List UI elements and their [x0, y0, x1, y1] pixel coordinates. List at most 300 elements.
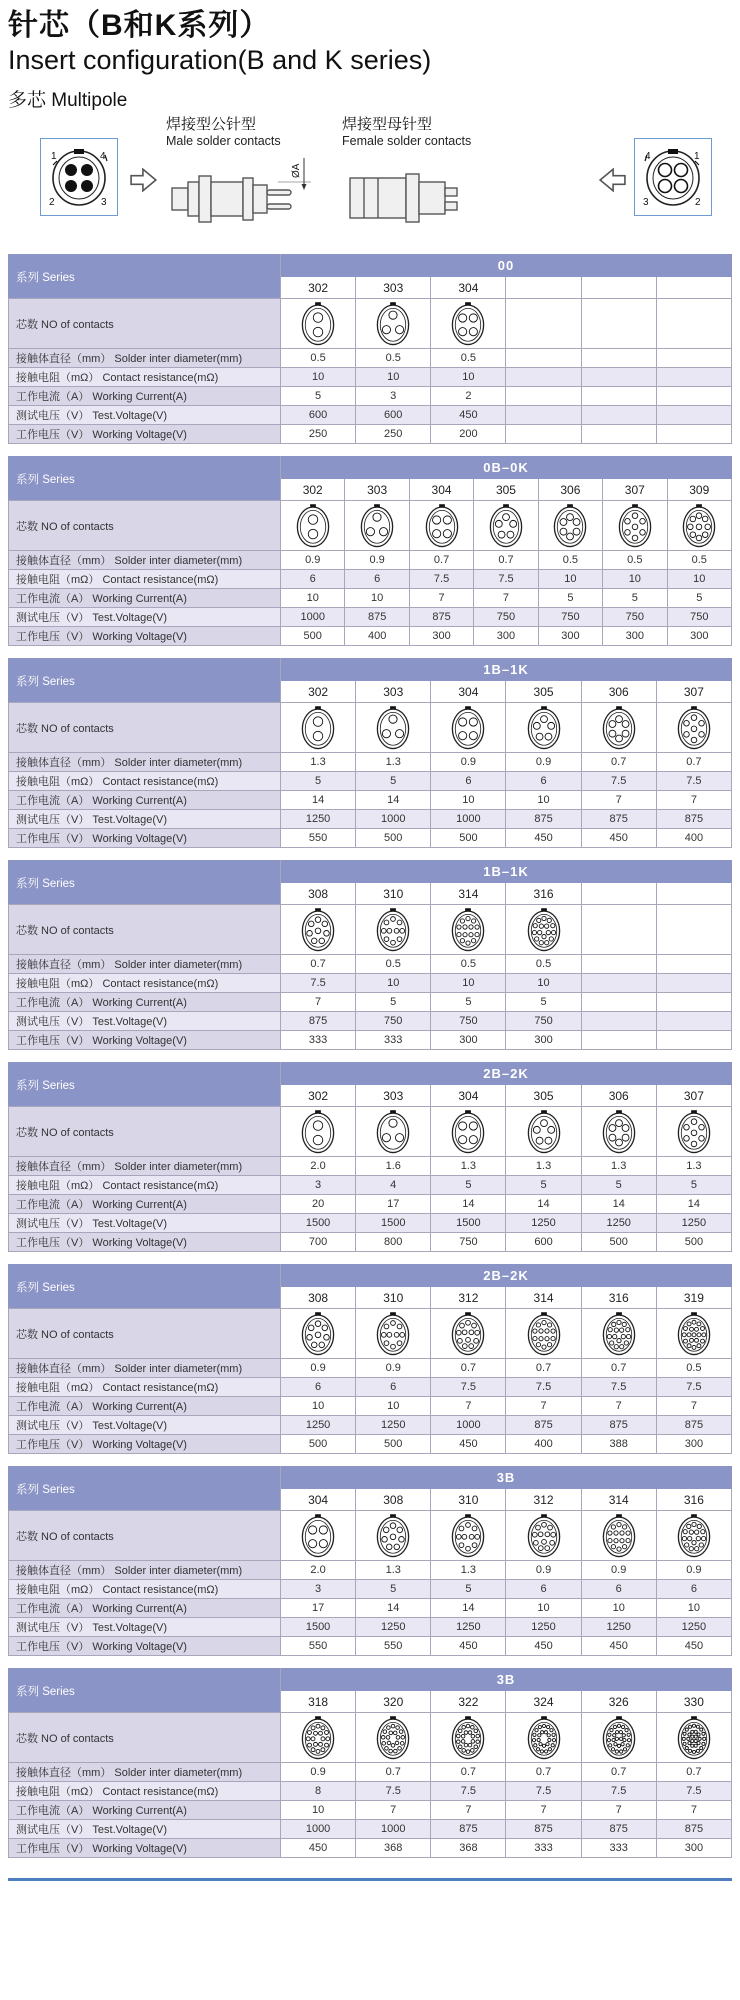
- empty-value-cell: [656, 955, 731, 974]
- contacts-cell-8: [281, 905, 356, 955]
- empty-model-cell: [581, 277, 656, 299]
- diameter-value: 0.7: [409, 551, 473, 570]
- model-312: 312: [431, 1287, 506, 1309]
- test_voltage-value: 875: [409, 608, 473, 627]
- test_voltage-value: 1250: [656, 1618, 731, 1637]
- contacts-cell-26: [581, 1713, 656, 1763]
- empty-contacts-cell: [581, 299, 656, 349]
- empty-value-cell: [656, 425, 731, 444]
- current-value: 10: [281, 589, 345, 608]
- model-322: 322: [431, 1691, 506, 1713]
- resistance-value: 10: [538, 570, 602, 589]
- diameter-value: 1.3: [281, 753, 356, 772]
- series-label: 系列 Series: [9, 1063, 281, 1107]
- series-row: [9, 659, 732, 681]
- connector-face-icon-7-contacts: [674, 705, 714, 751]
- empty-contacts-cell: [656, 299, 731, 349]
- model-326: 326: [581, 1691, 656, 1713]
- diameter-value: 0.5: [506, 955, 581, 974]
- connector-face-icon-9-contacts: [679, 503, 719, 549]
- arrow-right-icon: [130, 168, 158, 192]
- empty-contacts-cell: [656, 905, 731, 955]
- empty-model-cell: [506, 277, 581, 299]
- contacts-row: [9, 1309, 732, 1359]
- diameter-value: 1.3: [581, 1157, 656, 1176]
- diameter-value: 0.9: [281, 1763, 356, 1782]
- contacts-label: 芯数 NO of contacts: [9, 1713, 281, 1763]
- row-test_voltage: [9, 1214, 732, 1233]
- test_voltage-value: 750: [431, 1012, 506, 1031]
- working_voltage-value: 400: [345, 627, 409, 646]
- model-306: 306: [581, 1085, 656, 1107]
- empty-contacts-cell: [506, 299, 581, 349]
- tables-section: [8, 254, 732, 1858]
- pin-number: 4: [645, 151, 651, 162]
- working_voltage-value: 550: [281, 829, 356, 848]
- connector-face-icon-6-contacts: [599, 1109, 639, 1155]
- test_voltage-value: 1500: [431, 1214, 506, 1233]
- model-316: 316: [581, 1287, 656, 1309]
- row-diameter: [9, 349, 732, 368]
- current-value: 14: [356, 791, 431, 810]
- test_voltage-label: 测试电压（V） Test.Voltage(V): [9, 608, 281, 627]
- diameter-value: 0.7: [656, 1763, 731, 1782]
- series-name: 00: [281, 255, 732, 277]
- diameter-value: 0.7: [506, 1359, 581, 1378]
- test_voltage-value: 875: [581, 1416, 656, 1435]
- contacts-cell-4: [431, 703, 506, 753]
- working_voltage-value: 500: [356, 1435, 431, 1454]
- model-308: 308: [356, 1489, 431, 1511]
- contacts-cell-2: [281, 299, 356, 349]
- current-value: 10: [506, 791, 581, 810]
- test_voltage-value: 875: [431, 1820, 506, 1839]
- diameter-value: 0.7: [356, 1763, 431, 1782]
- contacts-row: [9, 1511, 732, 1561]
- working_voltage-value: 500: [281, 627, 345, 646]
- test_voltage-value: 1250: [281, 810, 356, 829]
- diameter-value: 0.7: [581, 1359, 656, 1378]
- model-314: 314: [431, 883, 506, 905]
- current-value: 10: [506, 1599, 581, 1618]
- connector-face-icon-12-contacts: [448, 1311, 488, 1357]
- empty-value-cell: [581, 1031, 656, 1050]
- connector-face-icon-4-contacts: [448, 705, 488, 751]
- resistance-value: 7.5: [281, 974, 356, 993]
- working_voltage-value: 600: [506, 1233, 581, 1252]
- connector-face-icon-16-contacts: [524, 907, 564, 953]
- working_voltage-value: 368: [431, 1839, 506, 1858]
- current-value: 10: [656, 1599, 731, 1618]
- model-314: 314: [581, 1489, 656, 1511]
- contacts-cell-6: [538, 501, 602, 551]
- contacts-cell-8: [281, 1309, 356, 1359]
- test_voltage-value: 875: [281, 1012, 356, 1031]
- empty-value-cell: [656, 974, 731, 993]
- working_voltage-value: 450: [281, 1839, 356, 1858]
- dimension-label: ØA: [291, 163, 302, 178]
- current-value: 7: [474, 589, 538, 608]
- working_voltage-value: 400: [506, 1435, 581, 1454]
- diameter-value: 0.9: [281, 1359, 356, 1378]
- test_voltage-value: 875: [656, 1820, 731, 1839]
- row-working_voltage: [9, 425, 732, 444]
- test_voltage-label: 测试电压（V） Test.Voltage(V): [9, 1618, 281, 1637]
- diameter-label: 接触体直径（mm） Solder inter diameter(mm): [9, 1561, 281, 1580]
- test_voltage-value: 1000: [431, 810, 506, 829]
- pin-number: 1: [694, 151, 700, 162]
- row-resistance: [9, 974, 732, 993]
- model-310: 310: [356, 883, 431, 905]
- connector-face-icon-8-contacts: [298, 907, 338, 953]
- contacts-cell-22: [431, 1713, 506, 1763]
- working_voltage-value: 300: [603, 627, 667, 646]
- diameter-value: 0.9: [656, 1561, 731, 1580]
- row-current: [9, 387, 732, 406]
- connector-face-icon-24-contacts: [524, 1715, 564, 1761]
- pin-number: 2: [49, 197, 55, 208]
- empty-model-cell: [581, 883, 656, 905]
- current-value: 7: [656, 1801, 731, 1820]
- diameter-value: 0.5: [281, 349, 356, 368]
- model-304: 304: [431, 681, 506, 703]
- page-title-cn: 针芯（B和K系列）: [8, 9, 271, 42]
- pin-number: 3: [643, 197, 649, 208]
- resistance-value: 6: [506, 772, 581, 791]
- contacts-cell-18: [281, 1713, 356, 1763]
- contact-diagrams: [8, 116, 732, 248]
- diameter-value: 1.3: [656, 1157, 731, 1176]
- diameter-value: 0.5: [356, 349, 431, 368]
- model-312: 312: [506, 1489, 581, 1511]
- contacts-cell-2: [281, 1107, 356, 1157]
- current-value: 7: [581, 791, 656, 810]
- diameter-value: 0.7: [474, 551, 538, 570]
- test_voltage-value: 750: [356, 1012, 431, 1031]
- male-face-icon: [43, 141, 115, 213]
- contacts-label: 芯数 NO of contacts: [9, 299, 281, 349]
- model-307: 307: [656, 681, 731, 703]
- resistance-value: 4: [356, 1176, 431, 1195]
- contacts-cell-7: [656, 703, 731, 753]
- model-306: 306: [538, 479, 602, 501]
- diameter-value: 1.3: [431, 1561, 506, 1580]
- row-diameter: [9, 1157, 732, 1176]
- contacts-cell-12: [431, 1309, 506, 1359]
- arrow-left-icon: [598, 168, 626, 192]
- spec-table-4: [8, 860, 732, 1050]
- contacts-row: [9, 501, 732, 551]
- diameter-value: 0.9: [581, 1561, 656, 1580]
- model-305: 305: [506, 681, 581, 703]
- female-face-icon: [637, 141, 709, 213]
- row-current: [9, 1195, 732, 1214]
- row-current: [9, 1801, 732, 1820]
- resistance-value: 6: [656, 1580, 731, 1599]
- current-value: 14: [356, 1599, 431, 1618]
- pin-number: 1: [51, 151, 57, 162]
- contacts-cell-7: [656, 1107, 731, 1157]
- contacts-cell-19: [656, 1309, 731, 1359]
- test_voltage-value: 875: [506, 1416, 581, 1435]
- diameter-value: 0.5: [431, 349, 506, 368]
- test_voltage-label: 测试电压（V） Test.Voltage(V): [9, 1012, 281, 1031]
- pin-number: 2: [695, 197, 701, 208]
- contacts-cell-5: [474, 501, 538, 551]
- model-310: 310: [356, 1287, 431, 1309]
- model-304: 304: [431, 277, 506, 299]
- current-label: 工作电流（A） Working Current(A): [9, 387, 281, 406]
- contacts-label: 芯数 NO of contacts: [9, 1511, 281, 1561]
- working_voltage-value: 550: [281, 1637, 356, 1656]
- empty-value-cell: [581, 406, 656, 425]
- contacts-label: 芯数 NO of contacts: [9, 703, 281, 753]
- resistance-label: 接触电阻（mΩ） Contact resistance(mΩ): [9, 1176, 281, 1195]
- page-subtitle: 多芯 Multipole: [8, 90, 128, 111]
- resistance-value: 10: [356, 974, 431, 993]
- connector-face-icon-4-contacts: [448, 301, 488, 347]
- test_voltage-value: 1000: [356, 1820, 431, 1839]
- contacts-cell-4: [431, 1107, 506, 1157]
- diameter-value: 1.3: [506, 1157, 581, 1176]
- contacts-cell-16: [506, 905, 581, 955]
- working_voltage-label: 工作电压（V） Working Voltage(V): [9, 425, 281, 444]
- working_voltage-value: 450: [431, 1637, 506, 1656]
- spec-table-3: [8, 658, 732, 848]
- empty-value-cell: [581, 349, 656, 368]
- working_voltage-value: 200: [431, 425, 506, 444]
- current-value: 17: [356, 1195, 431, 1214]
- contacts-cell-5: [506, 703, 581, 753]
- test_voltage-value: 875: [581, 1820, 656, 1839]
- series-name: 0B–0K: [281, 457, 732, 479]
- model-304: 304: [431, 1085, 506, 1107]
- model-304: 304: [409, 479, 473, 501]
- diameter-label: 接触体直径（mm） Solder inter diameter(mm): [9, 349, 281, 368]
- diameter-value: 0.5: [356, 955, 431, 974]
- model-303: 303: [356, 277, 431, 299]
- empty-value-cell: [581, 993, 656, 1012]
- row-diameter: [9, 753, 732, 772]
- female-label-en: Female solder contacts: [342, 134, 472, 148]
- contacts-cell-2: [281, 501, 345, 551]
- current-value: 3: [356, 387, 431, 406]
- resistance-value: 7.5: [581, 1378, 656, 1397]
- pin-number: 4: [100, 151, 106, 162]
- empty-value-cell: [506, 425, 581, 444]
- current-value: 5: [356, 993, 431, 1012]
- current-value: 7: [656, 1397, 731, 1416]
- row-current: [9, 1397, 732, 1416]
- test_voltage-value: 875: [581, 810, 656, 829]
- test_voltage-label: 测试电压（V） Test.Voltage(V): [9, 1820, 281, 1839]
- working_voltage-value: 700: [281, 1233, 356, 1252]
- contacts-row: [9, 905, 732, 955]
- resistance-value: 7.5: [431, 1378, 506, 1397]
- model-324: 324: [506, 1691, 581, 1713]
- current-value: 10: [281, 1801, 356, 1820]
- row-diameter: [9, 1359, 732, 1378]
- current-value: 5: [506, 993, 581, 1012]
- contacts-row: [9, 1713, 732, 1763]
- connector-face-icon-14-contacts: [448, 907, 488, 953]
- connector-face-icon-16-contacts: [674, 1513, 714, 1559]
- diameter-value: 0.9: [345, 551, 409, 570]
- current-label: 工作电流（A） Working Current(A): [9, 1599, 281, 1618]
- test_voltage-value: 1250: [356, 1416, 431, 1435]
- male-label-en: Male solder contacts: [166, 134, 281, 148]
- working_voltage-value: 388: [581, 1435, 656, 1454]
- contacts-label: 芯数 NO of contacts: [9, 1107, 281, 1157]
- empty-value-cell: [656, 1031, 731, 1050]
- contacts-row: [9, 299, 732, 349]
- series-name: 1B–1K: [281, 659, 732, 681]
- empty-value-cell: [656, 1012, 731, 1031]
- row-working_voltage: [9, 1031, 732, 1050]
- diameter-value: 0.5: [431, 955, 506, 974]
- resistance-value: 5: [356, 1580, 431, 1599]
- connector-face-icon-7-contacts: [674, 1109, 714, 1155]
- series-name: 1B–1K: [281, 861, 732, 883]
- model-302: 302: [281, 681, 356, 703]
- working_voltage-value: 500: [431, 829, 506, 848]
- test_voltage-value: 1250: [581, 1214, 656, 1233]
- contacts-cell-2: [281, 703, 356, 753]
- working_voltage-value: 333: [281, 1031, 356, 1050]
- diameter-value: 1.3: [356, 753, 431, 772]
- connector-face-icon-18-contacts: [298, 1715, 338, 1761]
- row-resistance: [9, 1378, 732, 1397]
- diameter-label: 接触体直径（mm） Solder inter diameter(mm): [9, 753, 281, 772]
- contacts-cell-3: [345, 501, 409, 551]
- contacts-cell-10: [356, 1309, 431, 1359]
- working_voltage-value: 450: [506, 1637, 581, 1656]
- diameter-value: 0.5: [656, 1359, 731, 1378]
- row-working_voltage: [9, 1435, 732, 1454]
- connector-face-icon-4-contacts: [298, 1513, 338, 1559]
- row-diameter: [9, 1763, 732, 1782]
- female-face-diagram: [634, 138, 712, 216]
- current-value: 7: [581, 1801, 656, 1820]
- test_voltage-value: 1000: [281, 1820, 356, 1839]
- working_voltage-value: 300: [538, 627, 602, 646]
- empty-value-cell: [506, 387, 581, 406]
- resistance-value: 7.5: [656, 1782, 731, 1801]
- empty-value-cell: [656, 349, 731, 368]
- row-test_voltage: [9, 810, 732, 829]
- test_voltage-value: 1250: [356, 1618, 431, 1637]
- working_voltage-value: 500: [281, 1435, 356, 1454]
- working_voltage-value: 300: [474, 627, 538, 646]
- contacts-cell-9: [667, 501, 731, 551]
- connector-face-icon-10-contacts: [448, 1513, 488, 1559]
- test_voltage-value: 875: [345, 608, 409, 627]
- current-value: 7: [581, 1397, 656, 1416]
- connector-face-icon-6-contacts: [599, 705, 639, 751]
- empty-value-cell: [656, 387, 731, 406]
- series-row: [9, 1063, 732, 1085]
- current-label: 工作电流（A） Working Current(A): [9, 1801, 281, 1820]
- connector-face-icon-14-contacts: [599, 1513, 639, 1559]
- male-label-cn: 焊接型公针型: [166, 116, 257, 133]
- contacts-cell-24: [506, 1713, 581, 1763]
- current-value: 5: [667, 589, 731, 608]
- current-value: 10: [581, 1599, 656, 1618]
- connector-face-icon-7-contacts: [615, 503, 655, 549]
- resistance-value: 6: [356, 1378, 431, 1397]
- row-diameter: [9, 551, 732, 570]
- model-303: 303: [345, 479, 409, 501]
- empty-contacts-cell: [581, 905, 656, 955]
- series-row: [9, 1669, 732, 1691]
- working_voltage-value: 450: [506, 829, 581, 848]
- current-value: 7: [506, 1801, 581, 1820]
- resistance-value: 7.5: [656, 1378, 731, 1397]
- female-contact-drawing: [342, 152, 502, 242]
- resistance-value: 5: [281, 772, 356, 791]
- row-test_voltage: [9, 1416, 732, 1435]
- current-value: 14: [431, 1195, 506, 1214]
- series-label: 系列 Series: [9, 1265, 281, 1309]
- resistance-value: 6: [506, 1580, 581, 1599]
- row-resistance: [9, 1782, 732, 1801]
- contacts-cell-7: [603, 501, 667, 551]
- row-current: [9, 589, 732, 608]
- current-label: 工作电流（A） Working Current(A): [9, 1397, 281, 1416]
- working_voltage-value: 250: [281, 425, 356, 444]
- row-test_voltage: [9, 1820, 732, 1839]
- connector-face-icon-19-contacts: [674, 1311, 714, 1357]
- contacts-cell-3: [356, 703, 431, 753]
- resistance-value: 5: [431, 1176, 506, 1195]
- connector-face-icon-20-contacts: [373, 1715, 413, 1761]
- series-label: 系列 Series: [9, 1467, 281, 1511]
- working_voltage-label: 工作电压（V） Working Voltage(V): [9, 1637, 281, 1656]
- working_voltage-value: 500: [656, 1233, 731, 1252]
- current-value: 14: [506, 1195, 581, 1214]
- working_voltage-value: 500: [581, 1233, 656, 1252]
- series-label: 系列 Series: [9, 457, 281, 501]
- contacts-cell-20: [356, 1713, 431, 1763]
- current-label: 工作电流（A） Working Current(A): [9, 1195, 281, 1214]
- resistance-value: 6: [281, 570, 345, 589]
- working_voltage-label: 工作电压（V） Working Voltage(V): [9, 1435, 281, 1454]
- working_voltage-value: 250: [356, 425, 431, 444]
- contacts-cell-12: [506, 1511, 581, 1561]
- resistance-value: 7.5: [356, 1782, 431, 1801]
- resistance-label: 接触电阻（mΩ） Contact resistance(mΩ): [9, 1782, 281, 1801]
- diameter-value: 0.5: [667, 551, 731, 570]
- resistance-value: 6: [345, 570, 409, 589]
- row-current: [9, 1599, 732, 1618]
- bottom-divider: [8, 1878, 732, 1881]
- empty-value-cell: [581, 955, 656, 974]
- current-label: 工作电流（A） Working Current(A): [9, 791, 281, 810]
- working_voltage-value: 500: [356, 829, 431, 848]
- resistance-label: 接触电阻（mΩ） Contact resistance(mΩ): [9, 1580, 281, 1599]
- contacts-cell-16: [656, 1511, 731, 1561]
- model-302: 302: [281, 277, 356, 299]
- contacts-cell-10: [356, 905, 431, 955]
- empty-value-cell: [581, 974, 656, 993]
- test_voltage-value: 1250: [506, 1214, 581, 1233]
- connector-face-icon-4-contacts: [422, 503, 462, 549]
- spec-table-6: [8, 1264, 732, 1454]
- diameter-value: 0.7: [506, 1763, 581, 1782]
- female-solder-contact-group: [342, 116, 532, 242]
- diameter-value: 0.7: [431, 1763, 506, 1782]
- resistance-value: 10: [603, 570, 667, 589]
